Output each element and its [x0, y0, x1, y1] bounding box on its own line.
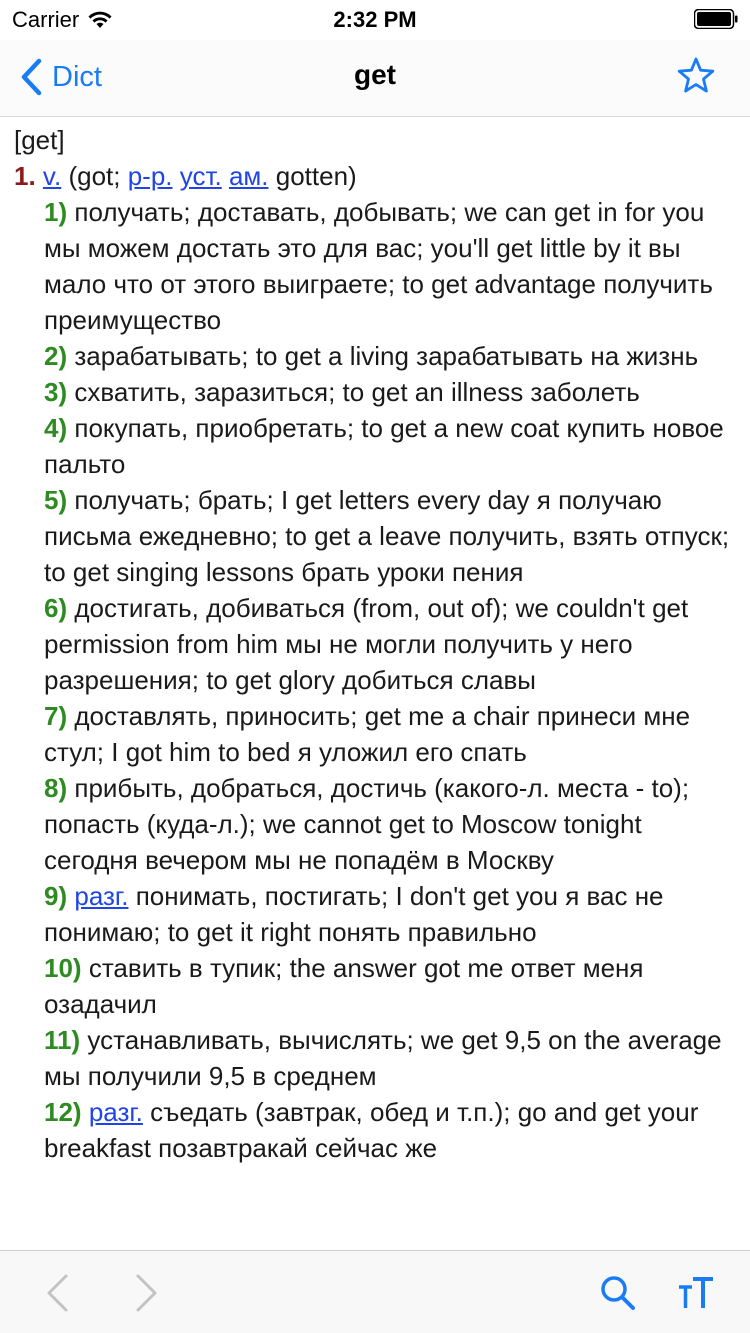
headword: [get]	[14, 125, 65, 155]
favorite-button[interactable]	[676, 56, 716, 101]
font-size-icon	[676, 1273, 716, 1313]
subsense-number: 12)	[44, 1097, 82, 1127]
pos-link[interactable]: v.	[42, 161, 62, 191]
sense-number: 1.	[14, 161, 36, 191]
subsense-number: 3)	[44, 377, 68, 407]
carrier-label: Carrier	[12, 7, 80, 32]
star-icon	[676, 56, 716, 96]
subsense-1	[14, 194, 740, 338]
subsense-number: 5)	[44, 485, 68, 515]
status-time: 2:32 PM	[333, 7, 417, 32]
subsense-number: 9)	[44, 881, 68, 911]
abbr-link-razg[interactable]: разг.	[88, 1097, 143, 1127]
subsense-number: 4)	[44, 413, 68, 443]
dictionary-entry	[14, 122, 740, 1248]
subsense-7	[14, 698, 740, 770]
subsense-12	[14, 1094, 740, 1166]
subsense-4	[14, 410, 740, 482]
subsense-text: ставить в тупик; the answer got me ответ меня озадачил	[44, 953, 644, 1019]
abbr-link-ust[interactable]: уст.	[179, 161, 222, 191]
subsense-text: зарабатывать; to get a living зарабатывать на жизнь	[74, 341, 699, 371]
battery-icon	[694, 9, 738, 29]
search-icon	[598, 1273, 638, 1313]
back-label: Dict	[52, 60, 102, 93]
subsense-text: съедать (завтрак, обед и т.п.); go and get your breakfast позавтракай сейчас же	[44, 1097, 699, 1163]
subsense-text: понимать, постигать; I don't get you я вас не понимаю; to get it right понять правильно	[44, 881, 664, 947]
status-bar	[0, 0, 750, 40]
subsense-number: 11)	[44, 1025, 81, 1055]
subsense-3	[14, 374, 740, 410]
subsense-5	[14, 482, 740, 590]
forms-open: (got;	[68, 161, 121, 191]
subsense-number: 2)	[44, 341, 68, 371]
subsense-number: 1)	[44, 197, 68, 227]
subsense-6	[14, 590, 740, 698]
subsense-text: покупать, приобретать; to get a new coat купить новое пальто	[44, 413, 724, 479]
search-button[interactable]	[598, 1273, 638, 1318]
font-size-button[interactable]	[676, 1273, 716, 1318]
chevron-left-icon	[44, 1273, 70, 1313]
subsense-text: прибыть, добраться, достичь (какого-л. места - to); попасть (куда-л.); we cannot get to Moscow tonight сегодня вечером мы не попадём в Москву	[44, 773, 690, 875]
chevron-right-icon	[134, 1273, 160, 1313]
subsense-11	[14, 1022, 740, 1094]
subsense-text: получать; доставать, добывать; we can get in for you мы можем достать это для вас; you'll get little by it вы мало что от этого выиграете; to get advantage получить преимущество	[44, 197, 713, 335]
navigation-bar	[0, 40, 750, 117]
subsense-number: 6)	[44, 593, 68, 623]
subsense-2	[14, 338, 740, 374]
history-forward-button[interactable]	[134, 1273, 160, 1318]
subsense-8	[14, 770, 740, 878]
subsense-text: доставлять, приносить; get me a chair принеси мне стул; I got him to bed я уложил его спать	[44, 701, 691, 767]
bottom-toolbar	[0, 1250, 750, 1333]
abbr-link-razg[interactable]: разг.	[74, 881, 129, 911]
abbr-link-am[interactable]: ам.	[228, 161, 269, 191]
history-back-button[interactable]	[44, 1273, 70, 1318]
forms-close: gotten)	[275, 161, 357, 191]
subsense-10	[14, 950, 740, 1022]
abbr-link-pp[interactable]: p-p.	[127, 161, 173, 191]
subsense-number: 8)	[44, 773, 68, 803]
subsense-number: 10)	[44, 953, 82, 983]
page-title: get	[354, 59, 396, 90]
subsense-text: схватить, заразиться; to get an illness заболеть	[74, 377, 640, 407]
subsense-number: 7)	[44, 701, 68, 731]
subsense-text: устанавливать, вычислять; we get 9,5 on the average мы получили 9,5 в среднем	[44, 1025, 722, 1091]
subsense-text: достигать, добиваться (from, out of); we couldn't get permission from him мы не могли получить у него разрешения; to get glory добиться славы	[44, 593, 689, 695]
sense-1	[14, 158, 740, 194]
subsense-text: получать; брать; I get letters every day я получаю письма ежедневно; to get a leave получить, взять отпуск; to get singing lessons брать уроки пения	[44, 485, 730, 587]
subsense-9	[14, 878, 740, 950]
